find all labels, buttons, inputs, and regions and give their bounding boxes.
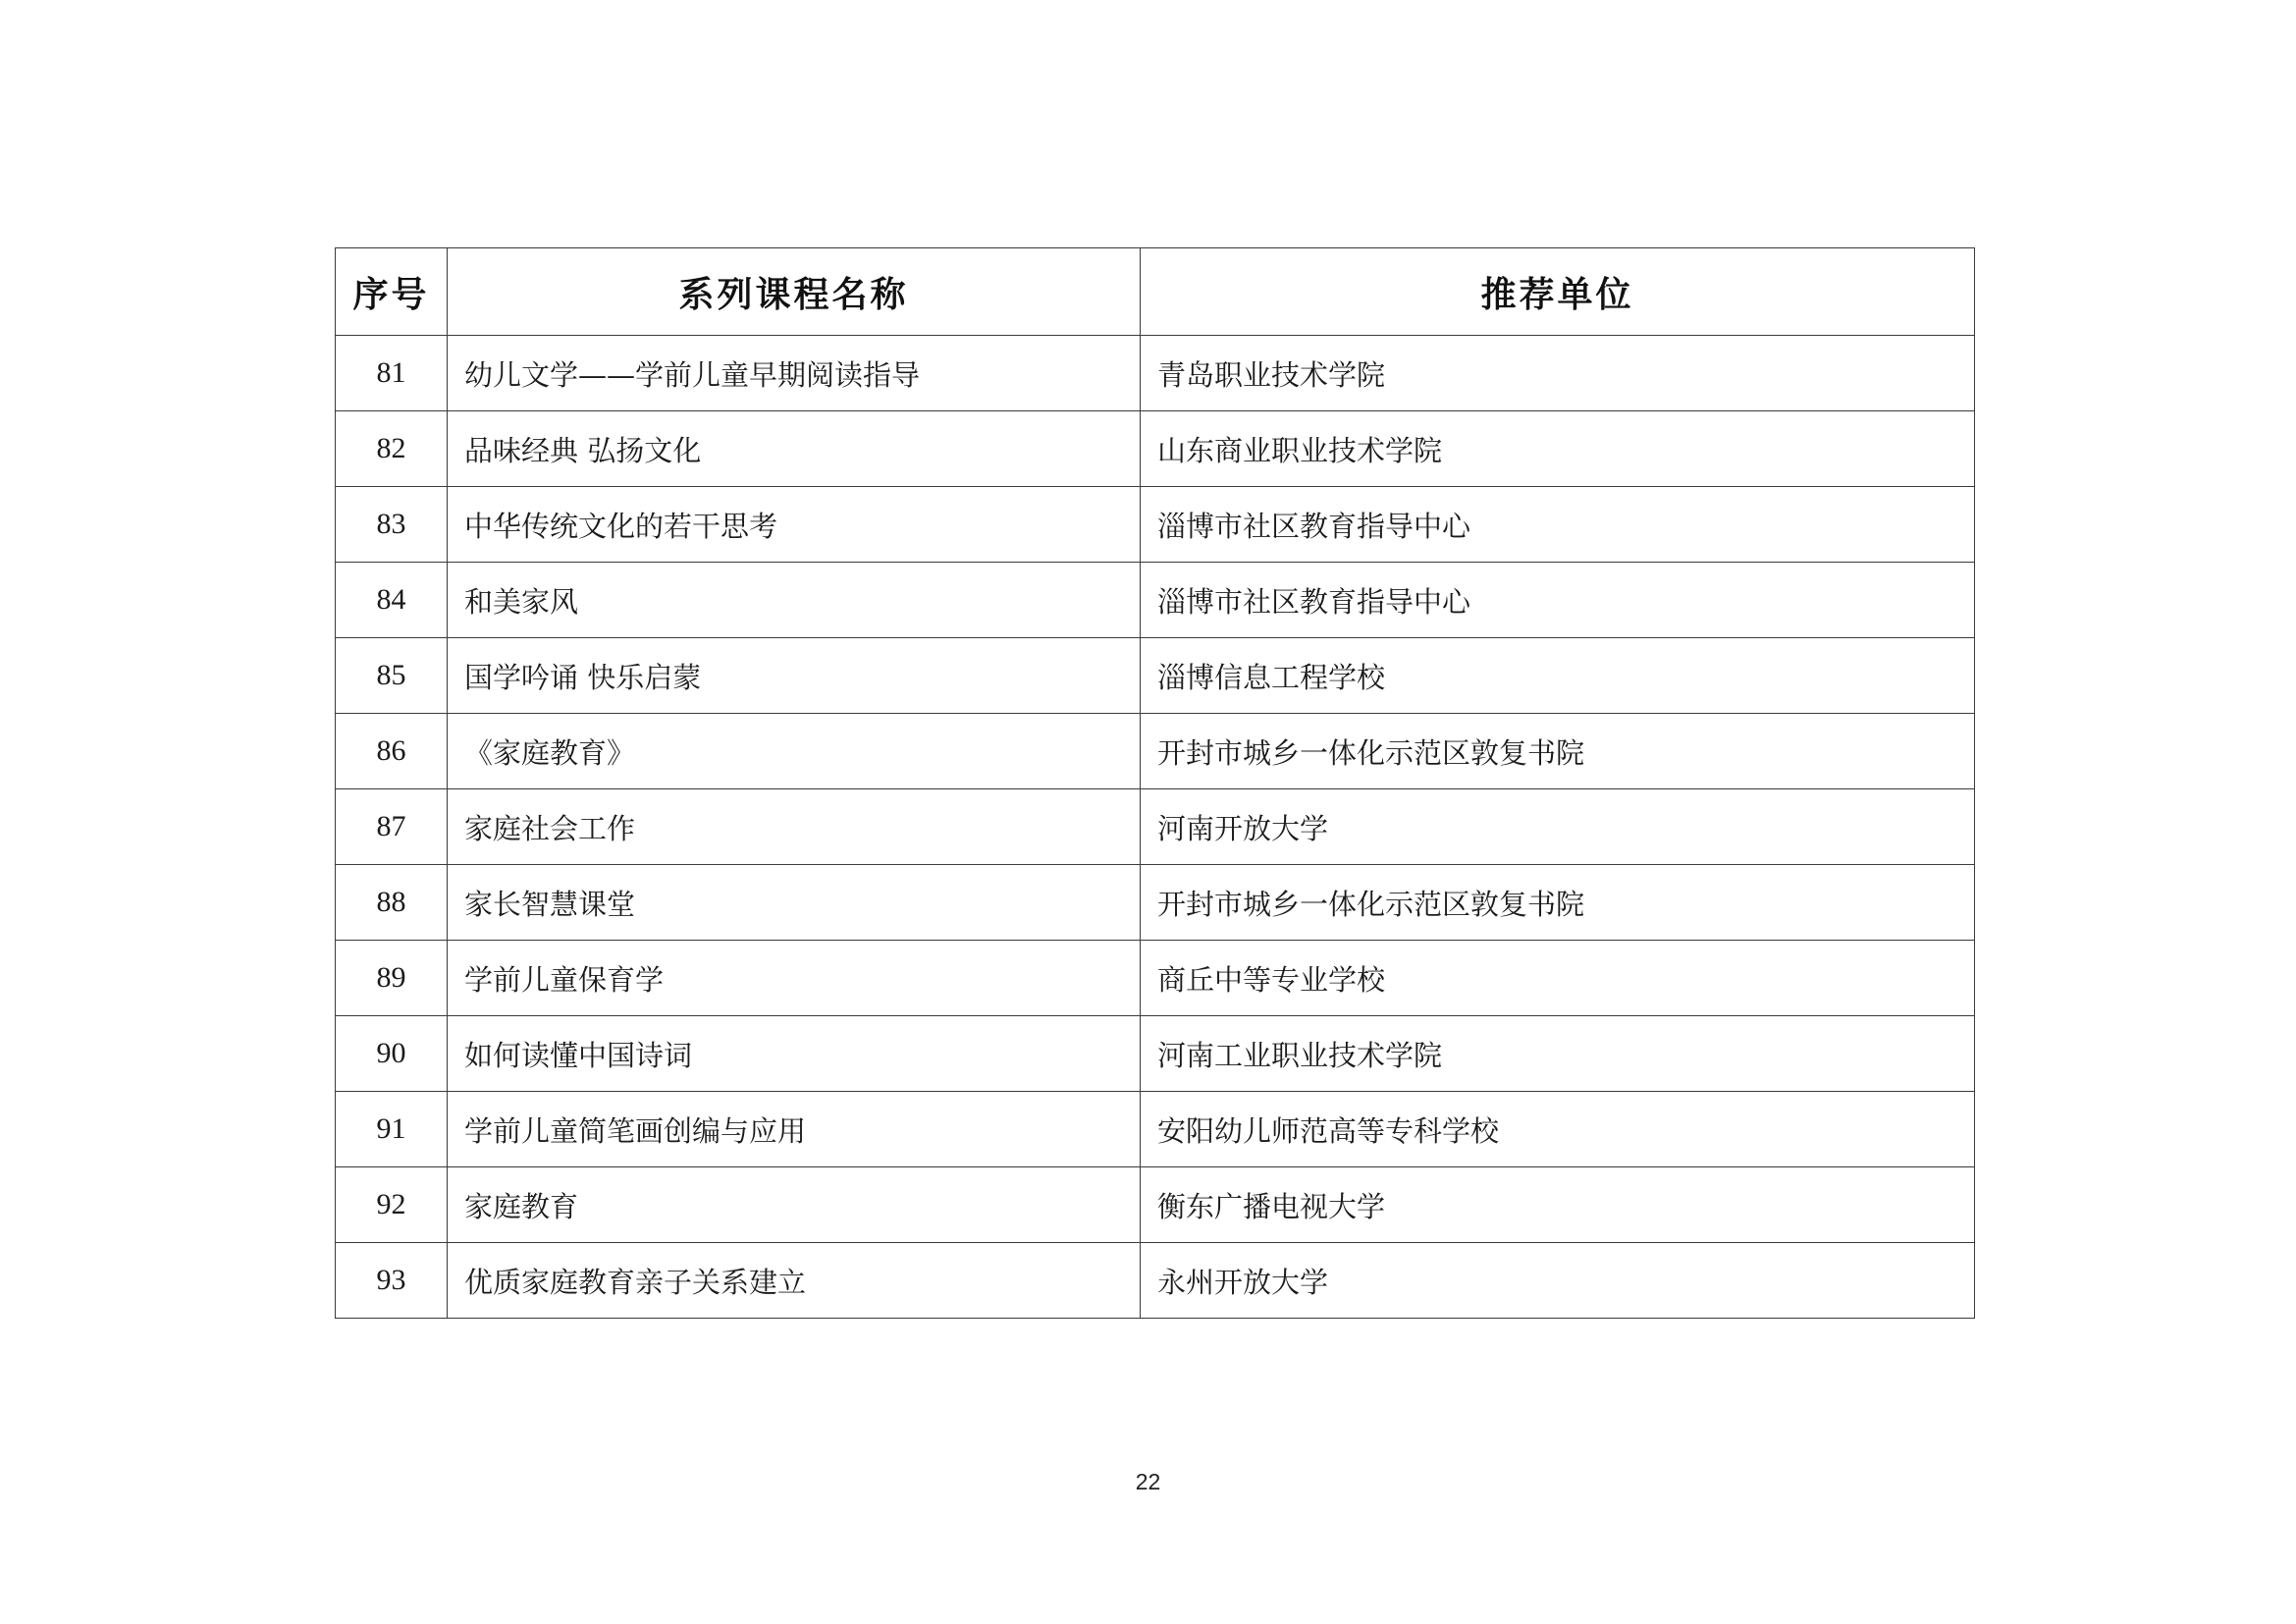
- row-index: 87: [336, 789, 448, 865]
- row-course-name: 国学吟诵 快乐启蒙: [448, 638, 1141, 714]
- header-row: [336, 248, 1975, 336]
- table-row: [336, 487, 1975, 563]
- table-row: [336, 1243, 1975, 1319]
- table-row: [336, 638, 1975, 714]
- row-unit: 安阳幼儿师范高等专科学校: [1141, 1092, 1975, 1167]
- row-index: 92: [336, 1167, 448, 1243]
- row-unit: 河南工业职业技术学院: [1141, 1016, 1975, 1092]
- row-unit: 衡东广播电视大学: [1141, 1167, 1975, 1243]
- row-index: 82: [336, 411, 448, 487]
- row-unit: 山东商业职业技术学院: [1141, 411, 1975, 487]
- row-index: 85: [336, 638, 448, 714]
- course-table: [335, 247, 1975, 1319]
- table-row: [336, 714, 1975, 789]
- row-course-name: 家庭社会工作: [448, 789, 1141, 865]
- header-index: 序号: [336, 248, 448, 336]
- table-row: [336, 563, 1975, 638]
- row-index: 81: [336, 336, 448, 411]
- header-recommending-unit: 推荐单位: [1141, 248, 1975, 336]
- row-course-name: 《家庭教育》: [448, 714, 1141, 789]
- row-course-name: 家长智慧课堂: [448, 865, 1141, 941]
- row-unit: 河南开放大学: [1141, 789, 1975, 865]
- row-course-name: 和美家风: [448, 563, 1141, 638]
- table-row: [336, 1092, 1975, 1167]
- row-index: 89: [336, 941, 448, 1016]
- row-course-name: 家庭教育: [448, 1167, 1141, 1243]
- table-row: [336, 1167, 1975, 1243]
- row-unit: 永州开放大学: [1141, 1243, 1975, 1319]
- row-unit: 开封市城乡一体化示范区敦复书院: [1141, 865, 1975, 941]
- row-course-name: 幼儿文学——学前儿童早期阅读指导: [448, 336, 1141, 411]
- row-index: 91: [336, 1092, 448, 1167]
- table-row: [336, 789, 1975, 865]
- row-unit: 青岛职业技术学院: [1141, 336, 1975, 411]
- table-header: [336, 248, 1975, 336]
- row-course-name: 优质家庭教育亲子关系建立: [448, 1243, 1141, 1319]
- row-course-name: 学前儿童保育学: [448, 941, 1141, 1016]
- row-course-name: 如何读懂中国诗词: [448, 1016, 1141, 1092]
- row-unit: 淄博市社区教育指导中心: [1141, 487, 1975, 563]
- row-unit: 淄博信息工程学校: [1141, 638, 1975, 714]
- table-row: [336, 865, 1975, 941]
- table-row: [336, 941, 1975, 1016]
- table-row: [336, 411, 1975, 487]
- table-row: [336, 336, 1975, 411]
- table-body: [336, 336, 1975, 1319]
- row-unit: 淄博市社区教育指导中心: [1141, 563, 1975, 638]
- row-unit: 商丘中等专业学校: [1141, 941, 1975, 1016]
- row-index: 86: [336, 714, 448, 789]
- row-unit: 开封市城乡一体化示范区敦复书院: [1141, 714, 1975, 789]
- header-course-name: 系列课程名称: [448, 248, 1141, 336]
- row-course-name: 品味经典 弘扬文化: [448, 411, 1141, 487]
- row-index: 88: [336, 865, 448, 941]
- row-index: 84: [336, 563, 448, 638]
- table-row: [336, 1016, 1975, 1092]
- row-course-name: 学前儿童简笔画创编与应用: [448, 1092, 1141, 1167]
- row-index: 83: [336, 487, 448, 563]
- row-course-name: 中华传统文化的若干思考: [448, 487, 1141, 563]
- row-index: 90: [336, 1016, 448, 1092]
- row-index: 93: [336, 1243, 448, 1319]
- page-number: 22: [1135, 1469, 1161, 1494]
